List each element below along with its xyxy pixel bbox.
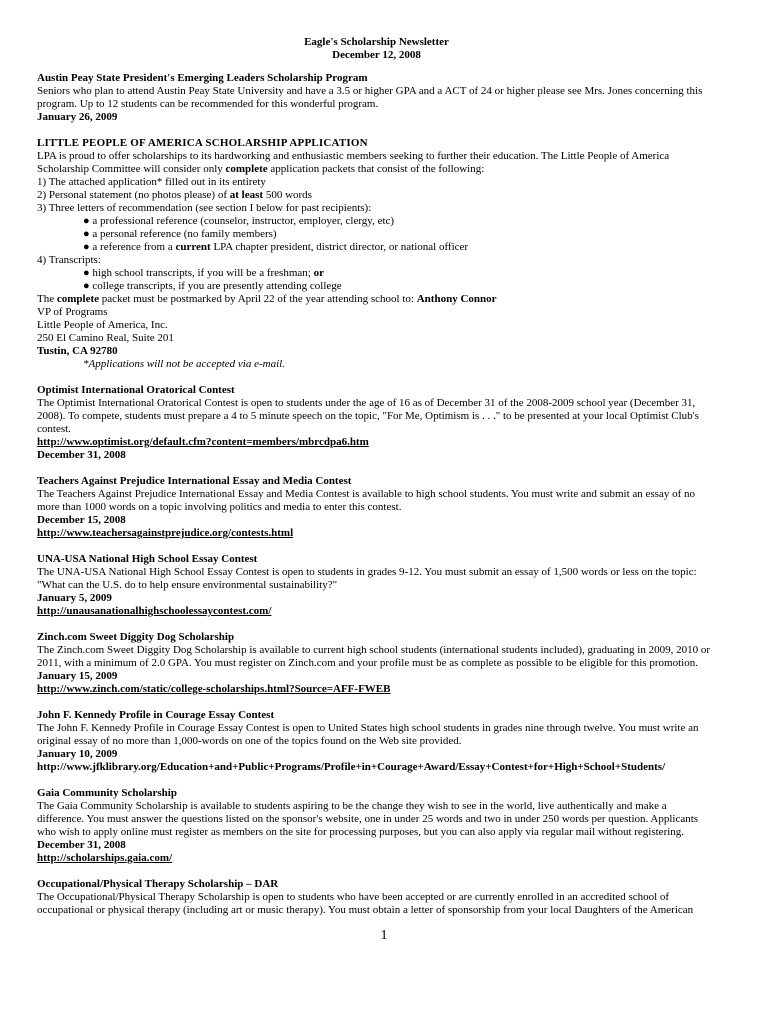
section-intro: LPA is proud to offer scholarships to its hardworking and enthusiastic members seeking to further their education. The Little People of America Scholarship Committee will consider only complete application packets that consist of the following:	[37, 150, 670, 175]
contest-link[interactable]: http://scholarships.gaia.com/	[37, 852, 173, 864]
section-body: The Gaia Community Scholarship is available to students aspiring to be the change they wish to see in the world, live authentically and make a difference. You must answer the questions listed on the sponsor's website, one in under 25 words and two in under 250 words per question. Applicants who wish to apply online must register as members on the site for processing purposes, but you can also apply via regular mail without registering.	[37, 800, 699, 838]
bullet-item: ● a professional reference (counselor, instructor, employer, clergy, etc)	[83, 215, 395, 227]
deadline-date: December 15, 2008	[37, 514, 126, 526]
section-optimist	[37, 384, 716, 462]
section-body: Seniors who plan to attend Austin Peay State University and have a 3.5 or higher GPA and a ACT of 24 or higher please see Mrs. Jones concerning this program. Up to 12 students can be recommended for this wonderful program.	[37, 85, 703, 110]
address-line: Little People of America, Inc.	[37, 319, 168, 331]
section-zinch	[37, 631, 716, 696]
address-line: VP of Programs	[37, 306, 108, 318]
section-body: The Optimist International Oratorical Contest is open to students under the age of 16 as of December 31 of the 2008-2009 school year (December 31, 2008). To compete, students must prepare a 4 to 5 minute speech on the topic, "For Me, Optimism is . . ." to be presented at your local Optimist Club's contest.	[37, 397, 699, 435]
section-heading: Austin Peay State President's Emerging Leaders Scholarship Program	[37, 72, 368, 84]
section-heading: Optimist International Oratorical Contest	[37, 384, 235, 396]
section-occupational-therapy	[37, 878, 716, 917]
section-heading: UNA-USA National High School Essay Contest	[37, 553, 258, 565]
requirement-item: 4) Transcripts:	[37, 254, 101, 266]
section-lpa	[37, 137, 716, 371]
section-jfk	[37, 709, 716, 774]
section-heading: John F. Kennedy Profile in Courage Essay Contest	[37, 709, 275, 721]
requirement-item: 2) Personal statement (no photos please) of at least 500 words	[37, 189, 312, 201]
page-number: 1	[380, 928, 388, 943]
address-line: 250 El Camino Real, Suite 201	[37, 332, 174, 344]
section-body: The John F. Kennedy Profile in Courage Essay Contest is open to United States high school students in grades nine through twelve. You must write an original essay of no more than 1,000-words on one of the topics found on the Web site provided.	[37, 722, 699, 747]
deadline-date: December 31, 2008	[37, 839, 126, 851]
contest-link[interactable]: http://unausanationalhighschoolessaycontest.com/	[37, 605, 272, 617]
section-heading: LITTLE PEOPLE OF AMERICA SCHOLARSHIP APPLICATION	[37, 137, 368, 149]
section-gaia	[37, 787, 716, 865]
section-una-usa	[37, 553, 716, 618]
deadline-date: December 31, 2008	[37, 449, 126, 461]
deadline-date: January 15, 2009	[37, 670, 118, 682]
contest-link[interactable]: http://www.jfklibrary.org/Education+and+Public+Programs/Profile+in+Courage+Award/Essay+Contest+for+High+School+Students/	[37, 761, 666, 773]
requirement-item: 3) Three letters of recommendation (see section I below for past recipients):	[37, 202, 372, 214]
section-heading: Teachers Against Prejudice International Essay and Media Contest	[37, 475, 352, 487]
section-body: The UNA-USA National High School Essay Contest is open to students in grades 9-12. You must submit an essay of 1,500 words or less on the topic: "What can the U.S. do to help ensure environmental sustainability?"	[37, 566, 697, 591]
address-line: Tustin, CA 92780	[37, 345, 118, 357]
section-body: The Teachers Against Prejudice International Essay and Media Contest is available to high school students. You must write and submit an essay of no more than 1000 words on a topic involving politics and media to enter this contest.	[37, 488, 695, 513]
contest-link[interactable]: http://www.teachersagainstprejudice.org/contests.html	[37, 527, 294, 539]
requirement-item: 1) The attached application* filled out in its entirety	[37, 176, 266, 188]
deadline-date: January 26, 2009	[37, 111, 118, 123]
newsletter-title: Eagle's Scholarship Newsletter	[304, 36, 449, 48]
bullet-item: ● high school transcripts, if you will be a freshman; or	[83, 267, 324, 279]
section-heading: Zinch.com Sweet Diggity Dog Scholarship	[37, 631, 235, 643]
bullet-item: ● college transcripts, if you are presently attending college	[83, 280, 342, 292]
section-teachers-against-prejudice	[37, 475, 716, 540]
deadline-date: January 5, 2009	[37, 592, 112, 604]
section-body: The Zinch.com Sweet Diggity Dog Scholarship is available to current high school students (international students included), graduating in 2009, 2010 or 2011, with a minimum of 2.0 GPA. You must register on Zinch.com and your profile must be as complete as possible to be eligible for this promotion.	[37, 644, 711, 669]
deadline-date: January 10, 2009	[37, 748, 118, 760]
contest-link[interactable]: http://www.optimist.org/default.cfm?content=members/mbrcdpa6.htm	[37, 436, 369, 448]
contest-link[interactable]: http://www.zinch.com/static/college-scholarships.html?Source=AFF-FWEB	[37, 683, 391, 695]
section-austin-peay	[37, 72, 716, 124]
section-body: The Occupational/Physical Therapy Scholarship is open to students who have been accepted or are currently enrolled in an accredited school of occupational or physical therapy (including art or music therapy). You must obtain a letter of sponsorship from your local Daughters of the American	[37, 891, 694, 916]
bullet-item: ● a reference from a current LPA chapter president, district director, or national officer	[83, 241, 469, 253]
newsletter-date: December 12, 2008	[332, 49, 421, 61]
section-heading: Occupational/Physical Therapy Scholarship – DAR	[37, 878, 279, 890]
section-heading: Gaia Community Scholarship	[37, 787, 177, 799]
mailing-instructions: The complete packet must be postmarked by April 22 of the year attending school to: Anthony Connor	[37, 293, 497, 305]
bullet-item: ● a personal reference (no family members)	[83, 228, 277, 240]
email-note: *Applications will not be accepted via e-mail.	[83, 358, 285, 370]
